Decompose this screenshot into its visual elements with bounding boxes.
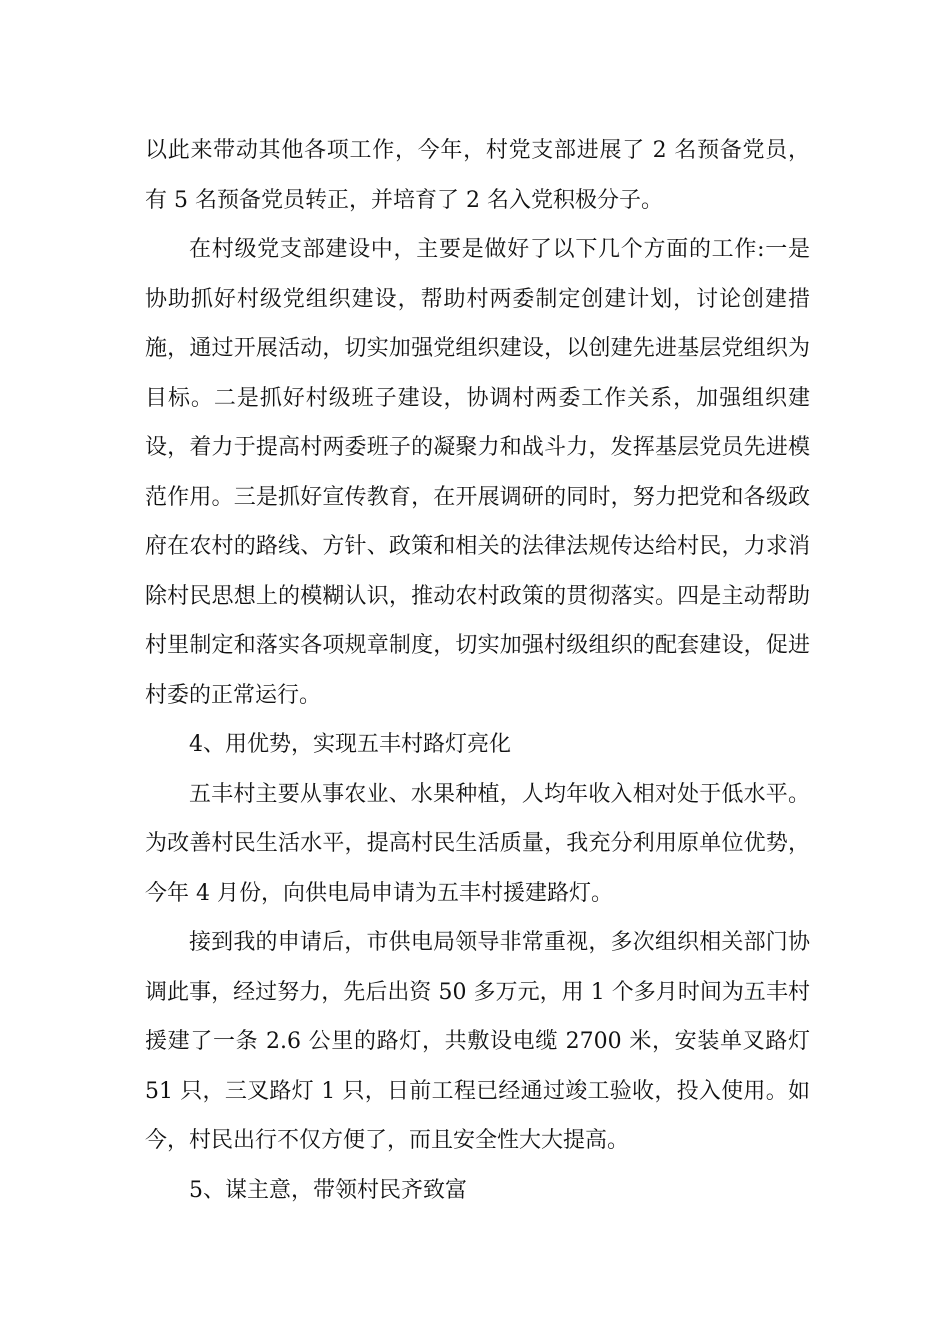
paragraph-branch-building: 在村级党支部建设中，主要是做好了以下几个方面的工作:一是协助抓好村级党组织建设，帮助村两委制定创建计划，讨论创建措施，通过开展活动，切实加强党组织建设，以创建先进基层党组织为目标。二是抓好村级班子建设，协调村两委工作关系，加强组织建设，着力于提高村两委班子的凝聚力和战斗力，发挥基层党员先进模范作用。三是抓好宣传教育，在开展调研的同时，努力把党和各级政府在农村的路线、方针、政策和相关的法律法规传达给村民，力求消除村民思想上的模糊认识，推动农村政策的贯彻落实。四是主动帮助村里制定和落实各项规章制度，切实加强村级组织的配套建设，促进村委的正常运行。 [145,237,810,708]
paragraph-party-members: 以此来带动其他各项工作，今年，村党支部进展了 2 名预备党员，有 5 名预备党员转正，并培育了 2 名入党积极分子。 [145,138,810,213]
paragraph-wufeng-village: 五丰村主要从事农业、水果种植，人均年收入相对处于低水平。为改善村民生活水平，提高村民生活质量，我充分利用原单位优势，今年 4 月份，向供电局申请为五丰村援建路灯。 [145,781,810,906]
section-heading-prosperity: 5、谋主意，带领村民齐致富 [189,1177,467,1203]
section-heading-street-lights: 4、用优势，实现五丰村路灯亮化 [189,732,511,757]
document-body [145,126,810,1215]
paragraph-power-bureau: 接到我的申请后，市供电局领导非常重视，多次组织相关部门协调此事，经过努力，先后出资 50 多万元，用 1 个多月时间为五丰村援建了一条 2.6 公里的路灯，共敷设电缆 2700 米，安装单叉路灯 51 只，三叉路灯 1 只，日前工程已经通过竣工验收，投入使用。如今，村民出行不仅方便了，而且安全性大大提高。 [145,930,810,1153]
